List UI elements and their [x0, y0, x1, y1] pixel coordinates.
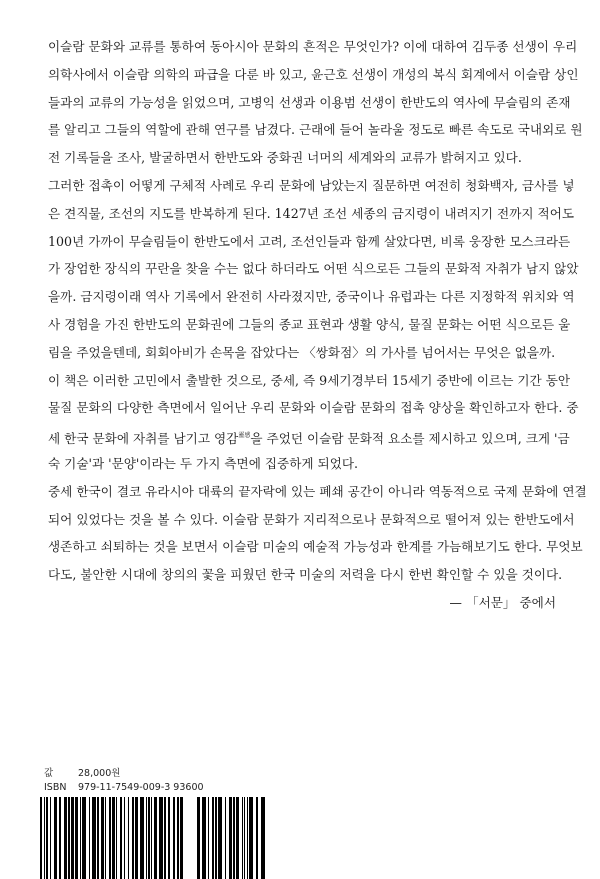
- barcode-bar: [68, 797, 70, 879]
- isbn: 979-11-7549-009-3 93600: [78, 782, 204, 793]
- text-fragment: 세 한국 문화에 자취를 남기고 영감: [48, 431, 239, 447]
- barcode-bar: [256, 797, 258, 879]
- barcode-bar: [208, 797, 209, 879]
- barcode-bar: [64, 797, 67, 879]
- barcode-bar: [80, 797, 81, 879]
- text-line: 은 견직물, 조선의 지도를 반복하게 된다. 1427년 조선 세종의 금지령이 내려지기 전까지 적어도: [48, 205, 575, 221]
- barcode-bar: [112, 797, 115, 879]
- barcode-icon: [0, 797, 600, 879]
- barcode-bar: [249, 797, 253, 879]
- text-line: 이슬람 문화와 교류를 통하여 동아시아 문화의 흔적은 무엇인가? 이에 대하여 김두종 선생이 우리: [48, 39, 578, 54]
- barcode-bar: [177, 797, 179, 879]
- barcode-bar: [247, 797, 248, 879]
- barcode-bar: [151, 797, 152, 879]
- paragraph-2: [48, 172, 579, 367]
- barcode-bar: [146, 797, 147, 879]
- barcode-bar: [164, 797, 166, 879]
- barcode-bar: [50, 797, 51, 879]
- paragraph-3: [48, 367, 579, 478]
- barcode-bar: [101, 797, 104, 879]
- text-line: 의학사에서 이슬람 의학의 파급을 다룬 바 있고, 윤근호 선생이 개성의 복식 회계에서 이슬람 상인: [48, 66, 579, 82]
- barcode-bar: [135, 797, 138, 879]
- barcode-bar: [75, 797, 78, 879]
- text-line: 물질 문화의 다양한 측면에서 일어난 우리 문화와 이슬람 문화의 접촉 양상을 확인하고자 한다. 중: [48, 400, 579, 416]
- barcode-bar: [128, 797, 129, 879]
- barcode-bar: [40, 797, 42, 879]
- barcode-bar: [97, 797, 99, 879]
- text-line: 생존하고 쇠퇴하는 것을 보면서 이슬람 미술의 예술적 가능성과 한계를 가늠해보기도 한다. 무엇보: [48, 539, 583, 555]
- text-line: 다도, 불안한 시대에 창의의 꽃을 피웠던 한국 미술의 저력을 다시 한번 확인할 수 있을 것이다.: [48, 567, 563, 583]
- barcode-bar: [229, 797, 232, 879]
- barcode-bar: [89, 797, 90, 879]
- text-line: 사 경험을 가진 한반도의 문화권에 그들의 종교 표현과 생활 양식, 물질 문화는 어떤 식으로든 울: [48, 316, 571, 332]
- barcode-bar: [242, 797, 243, 879]
- text-line: 이 책은 이러한 고민에서 출발한 것으로, 중세, 즉 9세기경부터 15세기 중반에 이르는 기간 동안: [48, 372, 571, 388]
- barcode-bar: [82, 797, 86, 879]
- text-line: 들과의 교류의 가능성을 읽었으며, 고병익 선생과 이용범 선생이 한반도의 역사에 무슬림의 존재: [48, 94, 571, 110]
- barcode-bar: [105, 797, 106, 879]
- barcode-bar: [54, 797, 57, 879]
- barcode-bar: [236, 797, 239, 879]
- barcode-bar: [244, 797, 245, 879]
- barcode-bar: [132, 797, 134, 879]
- barcode-bar: [233, 797, 235, 879]
- text-line: 를 알리고 그들의 역할에 관해 연구를 남겼다. 근래에 들어 놀라울 정도로 빠른 속도로 국내외로 원: [48, 122, 583, 138]
- barcode-bar: [202, 797, 206, 879]
- barcode-bar: [148, 797, 150, 879]
- barcode-bar: [225, 797, 226, 879]
- barcode-bar: [59, 797, 61, 879]
- text-line: 림을 주었을텐데, 회회아비가 손목을 잡았다는 〈쌍화점〉의 가사를 넘어서는 무엇은 없을까.: [48, 344, 556, 360]
- barcode-bar: [120, 797, 122, 879]
- text-line: 100년 가까이 무슬림들이 한반도에서 고려, 조선인들과 함께 살았다면, 비록 웅장한 모스크라든: [48, 233, 571, 249]
- barcode-bar: [154, 797, 157, 879]
- price: 28,000원: [78, 768, 121, 779]
- barcode-bar: [159, 797, 163, 879]
- text-line: [48, 422, 570, 450]
- barcode-bar: [173, 797, 175, 879]
- isbn-label: ISBN: [44, 782, 67, 793]
- barcode-bar: [109, 797, 111, 879]
- attribution: — 「서문」 중에서: [449, 594, 556, 610]
- price-isbn-block: [44, 767, 204, 795]
- barcode-bar: [261, 797, 265, 879]
- text-line: 그러한 접촉이 어떻게 구체적 사례로 우리 문화에 남았는지 질문하면 여전히 청화백자, 금사를 넣: [48, 177, 575, 193]
- paragraph-4: [48, 478, 587, 589]
- barcode-bar: [116, 797, 117, 879]
- barcode-bar: [215, 797, 217, 879]
- text-line: 되어 있었다는 것을 볼 수 있다. 이슬람 문화가 지리적으로나 문화적으로 떨어져 있는 한반도에서: [48, 511, 575, 527]
- barcode-bar: [92, 797, 96, 879]
- barcode-bar: [44, 797, 45, 879]
- text-line: 을까. 금지령이래 역사 기록에서 완전히 사라졌지만, 중국이나 유럽과는 다른 지정학적 위치와 역: [48, 289, 575, 305]
- barcode-bar: [212, 797, 214, 879]
- barcode-bar: [168, 797, 170, 879]
- barcode-bar: [124, 797, 125, 879]
- price-label: 값: [44, 768, 54, 779]
- barcode-bar: [218, 797, 222, 879]
- barcode-bar: [197, 797, 200, 879]
- barcode-bar: [46, 797, 48, 879]
- text-fragment: 을 주었던 이슬람 문화적 요소를 제시하고 있으며, 크게 '금: [250, 431, 570, 447]
- hanja-annotation: 靈感: [238, 432, 251, 440]
- barcode-bar: [180, 797, 183, 879]
- text-line: 가 장엄한 장식의 꾸란을 찾을 수는 없다 하더라도 어떤 식으로든 그들의 문화적 자취가 남지 않았: [48, 261, 579, 277]
- paragraph-1: [48, 33, 583, 172]
- back-cover-text: [48, 33, 587, 617]
- barcode-bar: [71, 797, 74, 879]
- text-line: 전 기록들을 조사, 발굴하면서 한반도와 중화권 너머의 세계와의 교류가 밝혀지고 있다.: [48, 150, 522, 166]
- barcode-bar: [140, 797, 144, 879]
- text-line: 중세 한국이 결코 유라시아 대륙의 끝자락에 있는 폐쇄 공간이 아니라 역동적으로 국제 문화에 연결: [48, 483, 587, 499]
- text-line: 숙 기술'과 '문양'이라는 두 가지 측면에 집중하게 되었다.: [48, 455, 359, 471]
